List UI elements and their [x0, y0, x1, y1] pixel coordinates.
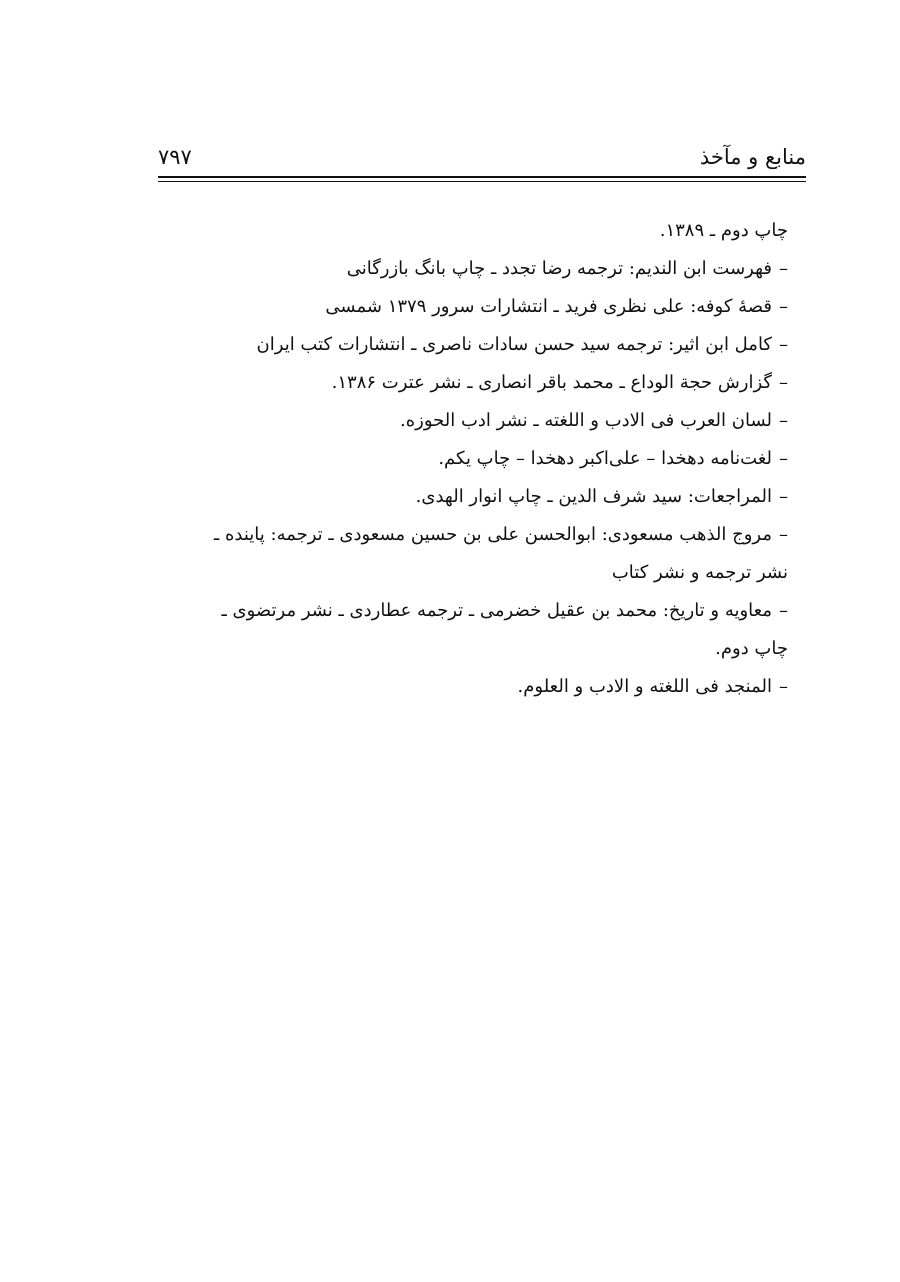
header-rule-thin: [158, 181, 806, 182]
list-dash: –: [779, 524, 788, 545]
list-dash: –: [779, 600, 788, 621]
entry-text: فهرست ابن الندیم: ترجمه رضا تجدد ـ چاپ بانگ بازرگانی: [346, 258, 772, 279]
list-dash: –: [779, 258, 788, 279]
list-dash: –: [779, 448, 788, 469]
bibliography-entry: [158, 516, 788, 554]
list-dash: –: [779, 486, 788, 507]
list-dash: –: [779, 296, 788, 317]
list-dash: –: [779, 410, 788, 431]
page-header: [158, 142, 806, 176]
bibliography-entry: [158, 250, 788, 288]
entry-text: چاپ دوم ـ ۱۳۸۹.: [659, 220, 788, 241]
entry-text: المراجعات: سید شرف الدین ـ چاپ انوار الهدی.: [415, 486, 772, 507]
list-dash: –: [779, 676, 788, 697]
entry-text: المنجد فی اللغته و الادب و العلوم.: [517, 676, 772, 697]
header-rule-thick: [158, 176, 806, 178]
entry-text: کامل ابن اثیر: ترجمه سید حسن سادات ناصری ـ انتشارات کتب ایران: [256, 334, 772, 355]
entry-text: معاویه و تاریخ: محمد بن عقیل خضرمی ـ ترجمه عطاردی ـ نشر مرتضوی ـ: [221, 600, 772, 621]
list-dash: –: [779, 334, 788, 355]
bibliography-continuation: [158, 630, 788, 668]
list-dash: –: [779, 372, 788, 393]
entry-text: نشر ترجمه و نشر کتاب: [611, 562, 788, 583]
bibliography-entry: [158, 326, 788, 364]
bibliography-list: [158, 212, 788, 706]
bibliography-entry: [158, 364, 788, 402]
entry-text: لسان العرب فی الادب و اللغته ـ نشر ادب الحوزه.: [399, 410, 772, 431]
running-header-title: منابع و مآخذ: [699, 145, 806, 169]
entry-text: لغت‌نامه دهخدا – علی‌اکبر دهخدا – چاپ یکم.: [438, 448, 772, 469]
bibliography-entry: [158, 402, 788, 440]
entry-text: چاپ دوم.: [715, 638, 788, 659]
entry-text: قصهٔ کوفه: علی نظری فرید ـ انتشارات سرور ۱۳۷۹ شمسی: [325, 296, 772, 317]
page-number: ۷۹۷: [158, 145, 192, 169]
bibliography-entry: [158, 478, 788, 516]
bibliography-continuation: [158, 212, 788, 250]
bibliography-entry: [158, 668, 788, 706]
bibliography-entry: [158, 440, 788, 478]
entry-text: مروج الذهب مسعودی: ابوالحسن علی بن حسین مسعودی ـ ترجمه: پاینده ـ: [213, 524, 772, 545]
entry-text: گزارش حجة الوداع ـ محمد باقر انصاری ـ نشر عترت ۱۳۸۶.: [331, 372, 772, 393]
bibliography-entry: [158, 288, 788, 326]
bibliography-continuation: [158, 554, 788, 592]
bibliography-entry: [158, 592, 788, 630]
